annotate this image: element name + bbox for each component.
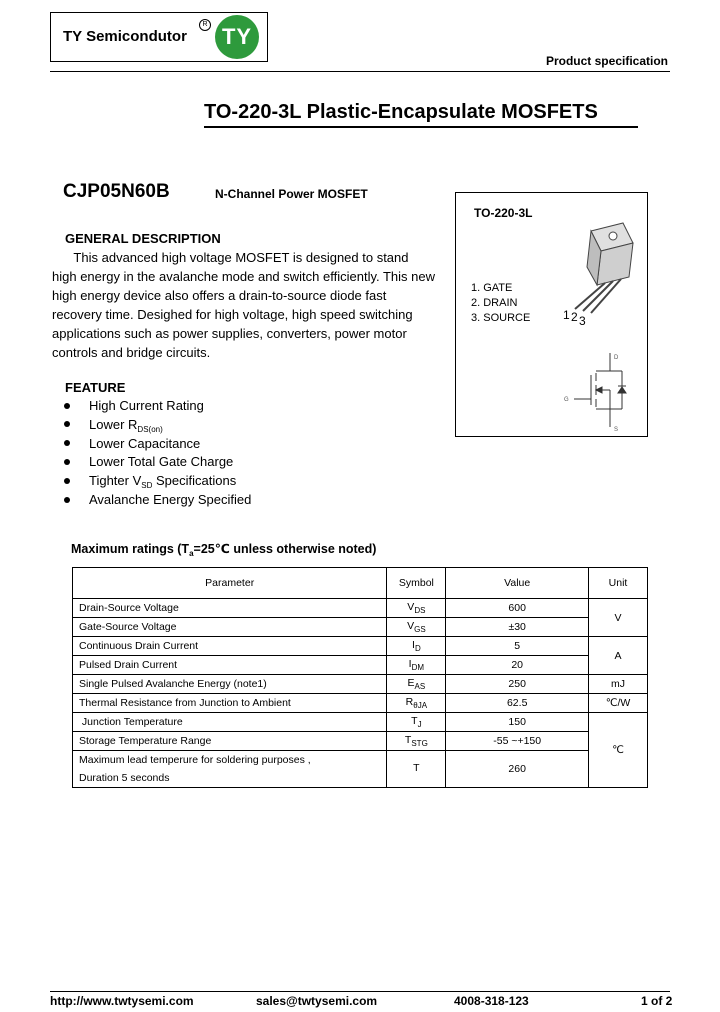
- title-underline: [204, 126, 638, 128]
- feature-list: [64, 397, 251, 510]
- description-line: recovery time. Desighed for high voltage, high speed switching: [52, 307, 413, 322]
- table-row: Maximum lead temperure for soldering purposes , Duration 5 seconds T 260: [73, 751, 648, 788]
- bullet-icon: [64, 478, 70, 484]
- ratings-heading: Maximum ratings ($T_a=25℃$ unless otherwise noted): [71, 542, 377, 558]
- table-row: Drain-Source Voltage $V_{DS}$ 600 V: [73, 599, 648, 618]
- pin-list: [471, 281, 530, 326]
- bullet-icon: [64, 440, 70, 446]
- pin-source: 3. SOURCE: [471, 312, 531, 324]
- mosfet-symbol-icon: [556, 351, 636, 433]
- table-row: Storage Temperature Range $T_{STG}$ -55 ~+150: [73, 732, 648, 751]
- registered-mark: R: [199, 19, 211, 31]
- ratings-table: [72, 567, 648, 788]
- unit-cell: mJ: [589, 675, 648, 694]
- table-header-row: [73, 568, 648, 599]
- package-panel: [455, 192, 648, 437]
- feature-item: Lower Total Gate Charge: [64, 453, 251, 472]
- unit-cell: ℃/W: [589, 694, 648, 713]
- feature-item: Lower Capacitance: [64, 435, 251, 454]
- description-line: controls and bridge circuits.: [52, 345, 211, 360]
- page-number: 1 of 2: [641, 994, 673, 1008]
- pin-number: 1: [563, 308, 570, 322]
- to220-package-icon: [561, 217, 641, 327]
- pin-drain: 2. DRAIN: [471, 297, 518, 309]
- source-label: S: [614, 427, 619, 433]
- logo-badge: TY: [215, 15, 259, 59]
- footer-divider: [50, 991, 670, 992]
- part-number: CJP05N60B: [63, 181, 170, 202]
- table-row: Pulsed Drain Current $I_{DM}$ 20: [73, 656, 648, 675]
- table-row: Thermal Resistance from Junction to Ambient $R_{\theta JA}$ 62.5 ℃/W: [73, 694, 648, 713]
- pin-gate: 1. GATE: [471, 282, 513, 294]
- table-row: Gate-Source Voltage $V_{GS}$ ±30: [73, 618, 648, 637]
- description-line: This advanced high voltage MOSFET is designed to stand: [52, 250, 409, 265]
- table-row: Continuous Drain Current $I_D$ 5 A: [73, 637, 648, 656]
- header-divider: [50, 71, 670, 72]
- product-spec-label: Product specification: [545, 54, 668, 68]
- company-logo: [50, 12, 268, 62]
- column-header: Unit: [589, 568, 648, 599]
- unit-cell: V: [589, 599, 648, 637]
- column-header: Symbol: [387, 568, 446, 599]
- bullet-icon: [64, 421, 70, 427]
- general-description-text: [52, 248, 437, 362]
- bullet-icon: [64, 403, 70, 409]
- table-row: Junction Temperature $T_J$ 150 ℃: [73, 713, 648, 732]
- drain-label: D: [614, 355, 619, 361]
- feature-item: Lower $R_{DS(on)}$: [64, 416, 251, 435]
- part-subtitle: N-Channel Power MOSFET: [215, 187, 368, 201]
- phone-number: 4008-318-123: [454, 994, 529, 1008]
- package-label: TO-220-3L: [474, 206, 533, 220]
- website-link[interactable]: http://www.twtysemi.com: [50, 994, 194, 1008]
- bullet-icon: [64, 459, 70, 465]
- unit-cell: ℃: [589, 713, 648, 788]
- email-link[interactable]: sales@twtysemi.com: [256, 994, 378, 1008]
- column-header: Parameter: [73, 568, 387, 599]
- document-title: TO-220-3L Plastic-Encapsulate MOSFETS: [204, 101, 598, 123]
- general-description-heading: GENERAL DESCRIPTION: [65, 231, 221, 246]
- description-line: high energy device also offers a drain-to-source diode fast: [52, 288, 387, 303]
- pin-number: 3: [579, 314, 586, 327]
- unit-cell: A: [589, 637, 648, 675]
- company-name: TY Semicondutor: [63, 28, 187, 45]
- column-header: Value: [446, 568, 589, 599]
- gate-label: G: [564, 397, 569, 403]
- description-line: high energy in the avalanche mode and switch efficiently. This new: [52, 269, 436, 284]
- feature-item: Avalanche Energy Specified: [64, 491, 251, 510]
- pin-number: 2: [571, 310, 578, 324]
- bullet-icon: [64, 497, 70, 503]
- feature-item: Tighter $V_{SD}$ Specifications: [64, 472, 251, 491]
- feature-item: High Current Rating: [64, 397, 251, 416]
- feature-heading: FEATURE: [65, 380, 126, 395]
- table-row: Single Pulsed Avalanche Energy (note1) $E_{AS}$ 250 mJ: [73, 675, 648, 694]
- description-line: applications such as power supplies, converters, power motor: [52, 326, 407, 341]
